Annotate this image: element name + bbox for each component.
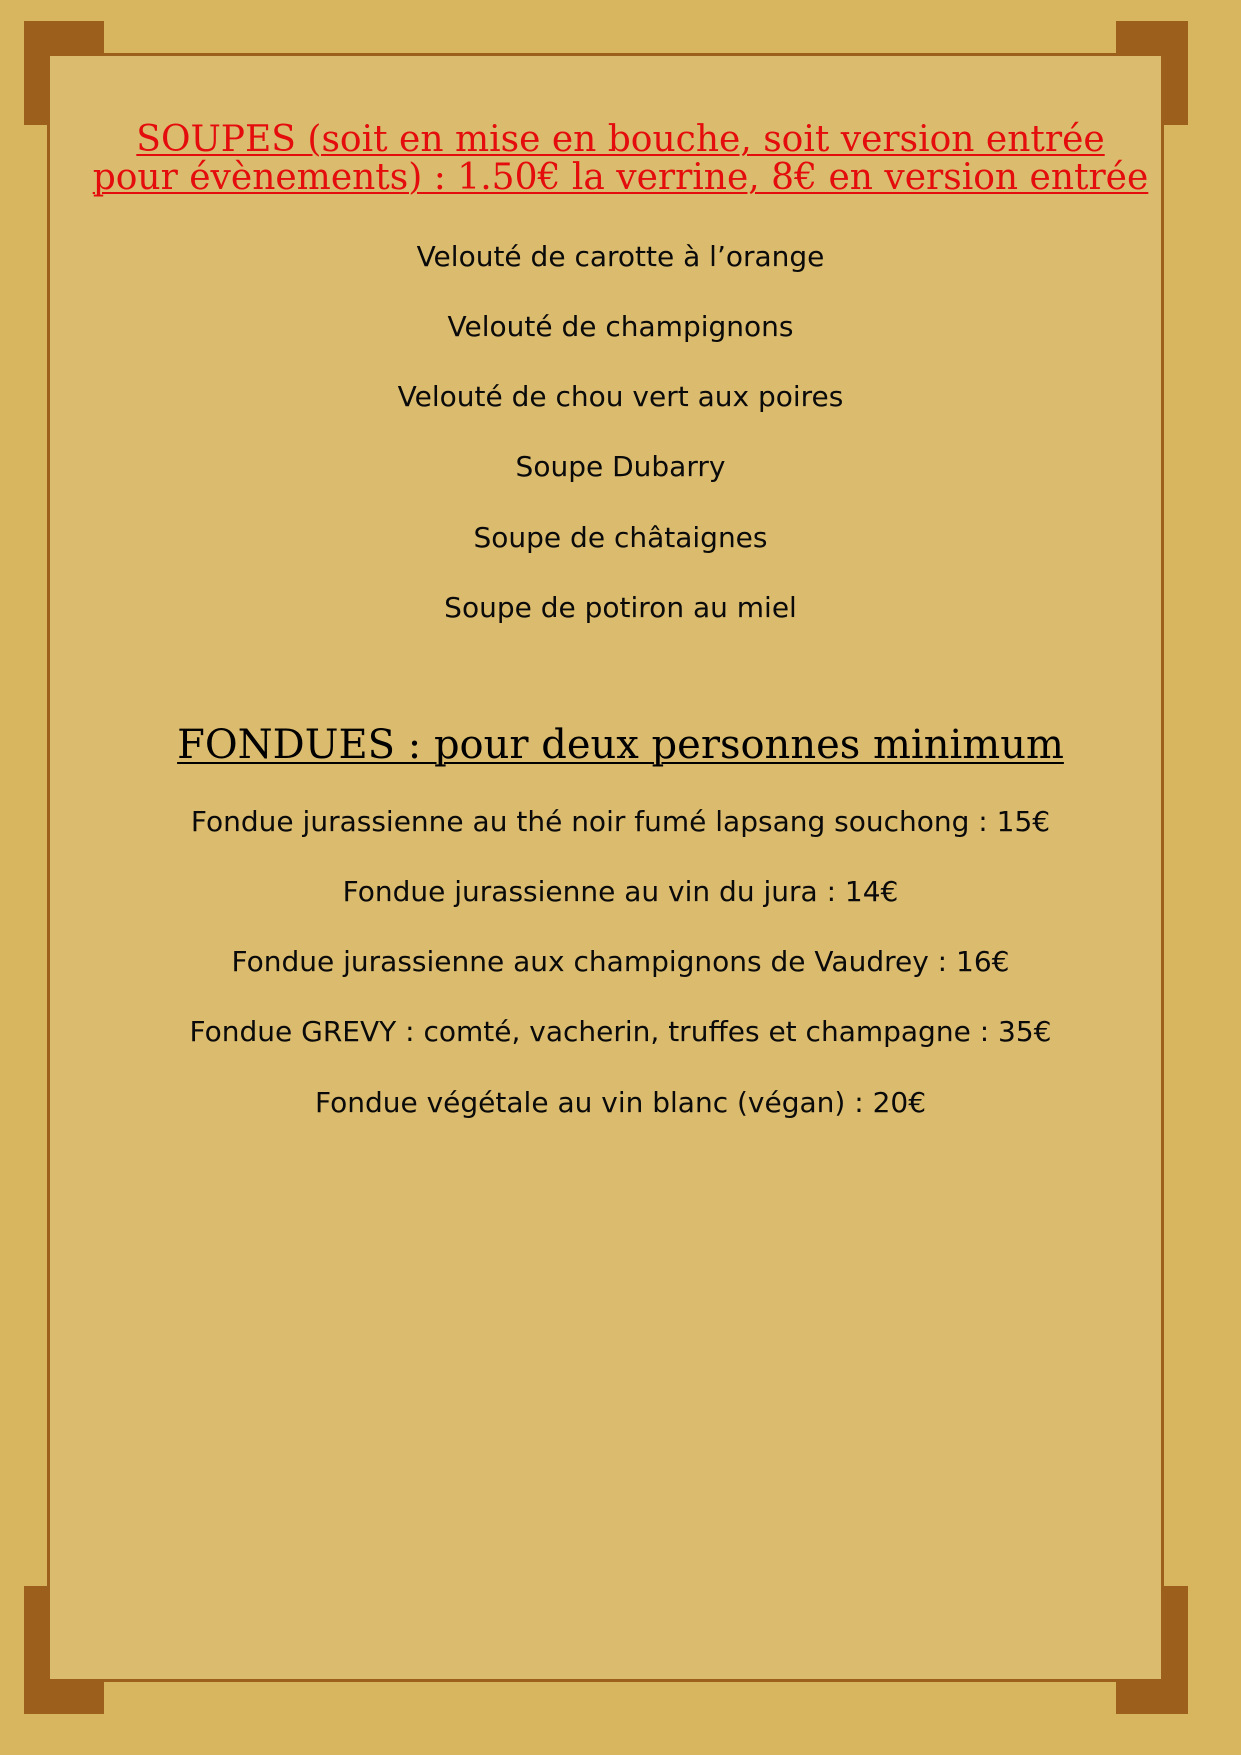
fondues-section-title: FONDUES : pour deux personnes minimum: [177, 722, 1064, 768]
fondue-item: Fondue végétale au vin blanc (végan) : 20€: [314, 1086, 927, 1119]
soupes-section-title: [40, 121, 1201, 197]
fondue-item: Fondue jurassienne au thé noir fumé lapsang souchong : 15€: [190, 805, 1051, 838]
fondue-item: Fondue jurassienne au vin du jura : 14€: [342, 875, 899, 908]
menu-panel: [47, 53, 1164, 1682]
soupe-item: Velouté de champignons: [447, 310, 794, 343]
frame-corner-top-right-vertical: [1164, 21, 1188, 125]
frame-corner-bottom-left-vertical: [24, 1586, 48, 1714]
soupe-item: Soupe de châtaignes: [473, 521, 768, 554]
soupe-item: Soupe de potiron au miel: [444, 591, 797, 624]
soupe-item: Soupe Dubarry: [515, 450, 726, 483]
soupe-item: Velouté de carotte à l’orange: [416, 240, 825, 273]
soupe-item: Velouté de chou vert aux poires: [397, 380, 844, 413]
frame-corner-bottom-right-vertical: [1164, 1586, 1188, 1714]
frame-corner-top-left-vertical: [24, 21, 48, 125]
soupes-title-line-2: pour évènements) : 1.50€ la verrine, 8€ en version entrée: [92, 157, 1149, 198]
fondue-item: Fondue jurassienne aux champignons de Vaudrey : 16€: [231, 945, 1010, 978]
fondue-item: Fondue GREVY : comté, vacherin, truffes et champagne : 35€: [189, 1015, 1052, 1048]
soupes-title-line-1: SOUPES (soit en mise en bouche, soit version entrée: [136, 119, 1105, 160]
